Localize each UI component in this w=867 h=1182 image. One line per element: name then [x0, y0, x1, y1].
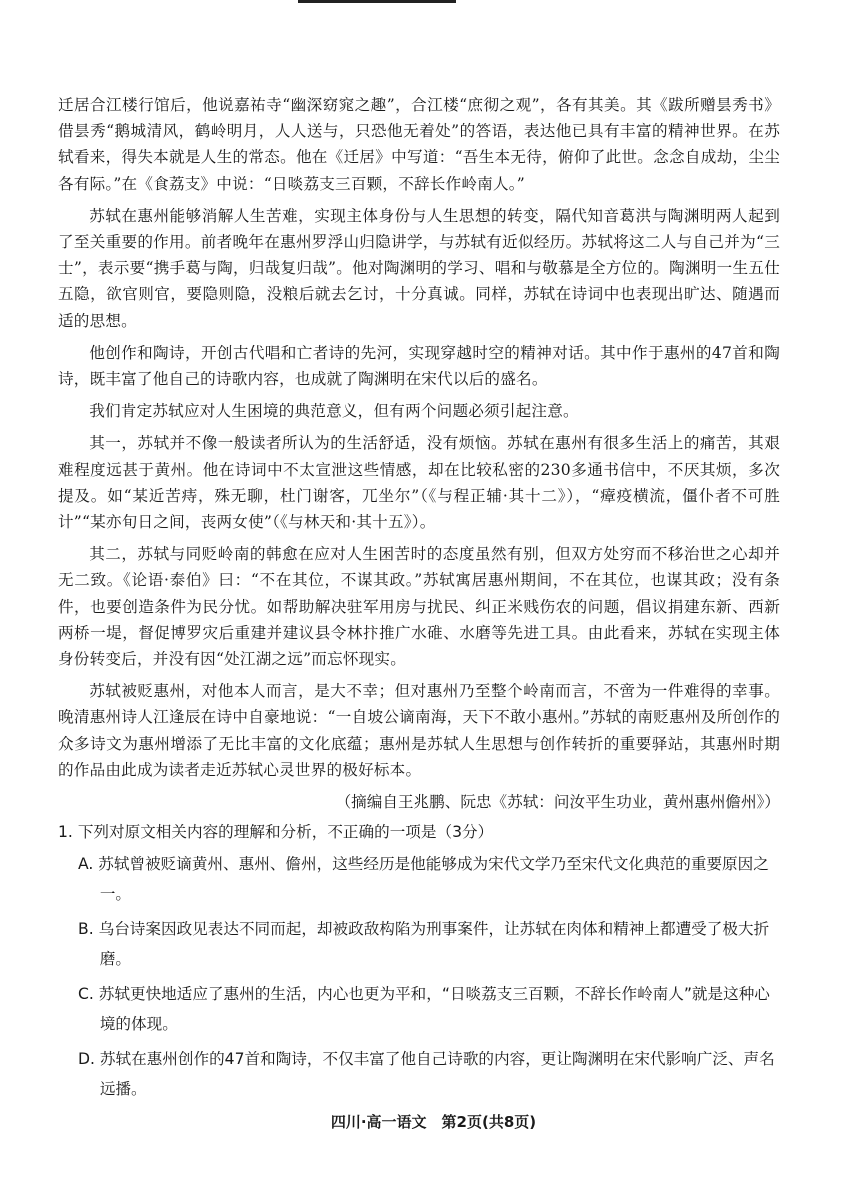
paragraph-5: 其一，苏轼并不像一般读者所认为的生活舒适，没有烦恼。苏轼在惠州有很多生活上的痛苦，其艰难程度远甚于黄州。他在诗词中不太宣泄这些情感，却在比较私密的230多通书信中，不厌其烦，多次提及。如“某近苦痔，殊无聊，杜门谢客，兀坐尔”（《与程正辅·其十二》），“瘴疫横流，僵仆者不可胜计”“某亦旬日之间，丧两女使”（《与林天和·其十五》）。: [58, 434, 780, 532]
answer-options: [78, 849, 780, 1104]
page-footer: 四川·高一语文 第2页(共8页): [330, 1113, 537, 1131]
paragraph-1: 迁居合江楼行馆后，他说嘉祐寺“幽深窈窕之趣”，合江楼“庶彻之观”，各有其美。其《跋所赠昙秀书》借昙秀“鹅城清风，鹤岭明月，人人送与，只恐他无着处”的答语，表达他已具有丰富的精神世界。在苏轼看来，得失本就是人生的常态。他在《迁居》中写道：“吾生本无待，俯仰了此世。念念自成劫，尘尘各有际。”在《食荔支》中说：“日啖荔支三百颗，不辞长作岭南人。”: [58, 96, 780, 193]
paragraph-2: 苏轼在惠州能够消解人生苦难，实现主体身份与人生思想的转变，隔代知音葛洪与陶渊明两人起到了至关重要的作用。前者晚年在惠州罗浮山归隐讲学，与苏轼有近似经历。苏轼将这二人与自己并为“三士”，表示要“携手葛与陶，归哉复归哉”。他对陶渊明的学习、唱和与敬慕是全方位的。陶渊明一生五仕五隐，欲官则官，要隐则隐，没粮后就去乞讨，十分真诚。同样，苏轼在诗词中也表现出旷达、随遇而适的思想。: [58, 206, 780, 330]
source-citation: （摘编自王兆鹏、阮忠《苏轼：问汝平生功业，黄州惠州儋州》）: [335, 793, 780, 812]
question-stem: 1. 下列对原文相关内容的理解和分析，不正确的一项是（3分）: [58, 823, 494, 842]
paragraph-6: 其二，苏轼与同贬岭南的韩愈在应对人生困苦时的态度虽然有别，但双方处穷而不移治世之心却并无二致。《论语·泰伯》曰：“不在其位，不谋其政。”苏轼寓居惠州期间，不在其位，也谋其政；没有条件，也要创造条件为民分忧。如帮助解决驻军用房与扰民、纠正米贱伤农的问题，倡议捐建东新、西新两桥一堤，督促博罗灾后重建并建议县令林抃推广水碓、水磨等先进工具。由此看来，苏轼在实现主体身份转变后，并没有因“处江湖之远”而忘怀现实。: [58, 545, 780, 669]
option-c: C. 苏轼更快地适应了惠州的生活，内心也更为平和，“日啖荔支三百颗，不辞长作岭南人”就是这种心境的体现。: [78, 985, 770, 1034]
option-a: A. 苏轼曾被贬谪黄州、惠州、儋州，这些经历是他能够成为宋代文学乃至宋代文化典范的重要原因之一。: [78, 855, 769, 904]
top-edge-mark: [298, 0, 456, 3]
option-d: D. 苏轼在惠州创作的47首和陶诗，不仅丰富了他自己诗歌的内容，更让陶渊明在宋代影响广泛、声名远播。: [78, 1050, 775, 1099]
paragraph-3: 他创作和陶诗，开创古代唱和亡者诗的先河，实现穿越时空的精神对话。其中作于惠州的47首和陶诗，既丰富了他自己的诗歌内容，也成就了陶渊明在宋代以后的盛名。: [58, 343, 780, 389]
paragraph-7: 苏轼被贬惠州，对他本人而言，是大不幸；但对惠州乃至整个岭南而言，不啻为一件难得的幸事。晚清惠州诗人江逢辰在诗中自豪地说：“一自坡公谪南海，天下不敢小惠州。”苏轼的南贬惠州及所创作的众多诗文为惠州增添了无比丰富的文化底蕴；惠州是苏轼人生思想与创作转折的重要驿站，其惠州时期的作品由此成为读者走近苏轼心灵世界的极好标本。: [58, 682, 780, 779]
article-body: [58, 92, 780, 1109]
paragraph-4: 我们肯定苏轼应对人生困境的典范意义，但有两个问题必须引起注意。: [89, 402, 579, 421]
option-b: B. 乌台诗案因政见表达不同而起，却被政敌构陷为刑事案件，让苏轼在肉体和精神上都遭受了极大折磨。: [78, 920, 770, 969]
